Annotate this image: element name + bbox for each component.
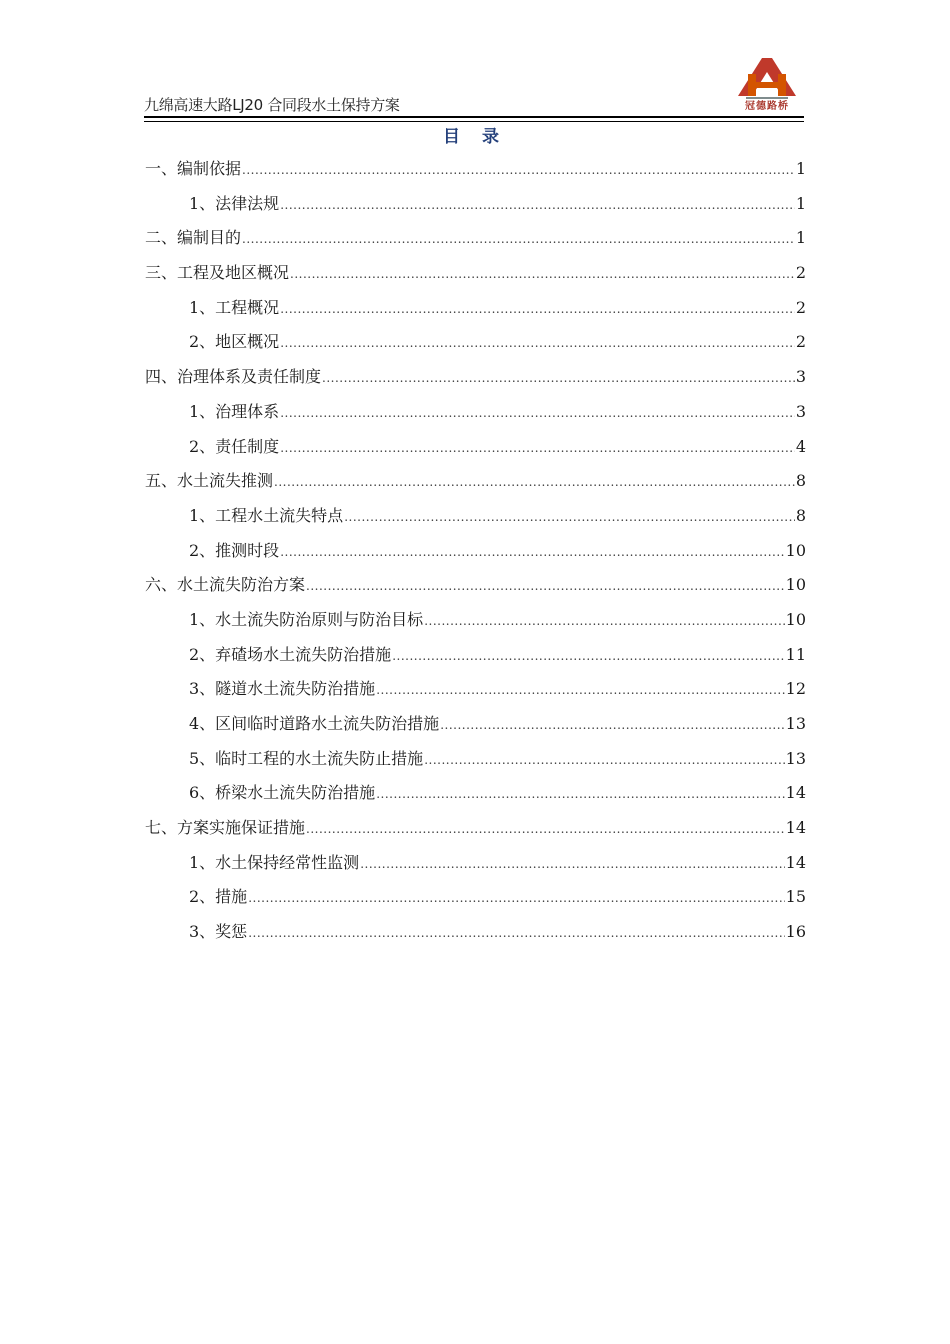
toc-dot-leader (290, 257, 795, 292)
toc-entry-label: 二、编制目的 (145, 228, 242, 248)
toc-entry[interactable] (145, 880, 806, 915)
toc-entry[interactable] (145, 534, 806, 569)
toc-entry-label: 2、弃碴场水土流失防治措施 (189, 644, 392, 664)
toc-entry-page: 14 (785, 783, 806, 803)
toc-dot-leader (248, 881, 784, 916)
toc-dot-leader (306, 569, 785, 604)
toc-entry[interactable] (145, 325, 806, 360)
toc-entry[interactable] (145, 221, 806, 256)
toc-entry-page: 16 (785, 922, 806, 942)
toc-entry-page: 14 (785, 818, 806, 838)
toc-dot-leader (344, 500, 795, 535)
toc-dot-leader (392, 639, 784, 674)
toc-entry[interactable] (145, 291, 806, 326)
toc-dot-leader (424, 743, 784, 778)
toc-entry[interactable] (145, 430, 806, 465)
toc-entry[interactable] (145, 568, 806, 603)
toc-entry[interactable] (145, 152, 806, 187)
toc-entry-label: 四、治理体系及责任制度 (145, 367, 322, 387)
toc-dot-leader (280, 535, 784, 570)
logo-emblem-icon (732, 52, 802, 100)
toc-dot-leader (280, 188, 795, 223)
toc-entry[interactable] (145, 360, 806, 395)
header-title: 九绵高速大路LJ20 合同段水土保持方案 (144, 96, 400, 114)
toc-entry-label: 2、措施 (189, 887, 248, 907)
toc-title: 目 录 (443, 127, 507, 147)
toc-dot-leader (248, 916, 784, 951)
toc-entry-page: 13 (785, 714, 806, 733)
toc-entry-label: 2、地区概况 (189, 332, 280, 352)
toc-entry-label: 五、水土流失推测 (145, 471, 274, 491)
toc-entry-page: 2 (795, 332, 806, 352)
toc-entry[interactable] (145, 187, 806, 222)
toc-entry-label: 2、推测时段 (189, 540, 280, 560)
logo-text: 冠德路桥 (745, 101, 789, 112)
toc-entry[interactable] (145, 915, 806, 950)
header-rule (144, 116, 804, 118)
toc-entry-page: 11 (785, 644, 806, 664)
toc-entry-page: 2 (795, 297, 806, 317)
toc-entry[interactable] (145, 638, 806, 673)
toc-dot-leader (280, 326, 795, 361)
toc-dot-leader (274, 465, 795, 500)
toc-entry-label: 1、法律法规 (189, 193, 280, 213)
toc-entry-page: 10 (785, 575, 806, 595)
toc-entry-page: 15 (785, 887, 806, 907)
toc-entry[interactable] (145, 395, 806, 430)
toc-entry-page: 3 (795, 367, 806, 387)
toc-entry-label: 六、水土流失防治方案 (145, 575, 306, 595)
toc-entry[interactable] (145, 672, 806, 707)
toc-entry-page: 4 (795, 436, 806, 456)
toc-entry-label: 1、水土流失防治原则与防治目标 (189, 609, 424, 629)
toc-entry-label: 1、工程概况 (189, 297, 280, 317)
toc-dot-leader (242, 153, 795, 188)
toc-entry-page: 1 (795, 228, 806, 248)
toc-dot-leader (280, 431, 795, 466)
toc-entry[interactable] (145, 499, 806, 534)
toc-entry-label: 4、区间临时道路水土流失防治措施 (189, 714, 440, 733)
toc-dot-leader (280, 396, 795, 431)
toc-dot-leader (280, 292, 795, 327)
toc-entry-label: 七、方案实施保证措施 (145, 818, 306, 838)
toc-entry-page: 3 (795, 401, 806, 421)
table-of-contents (145, 152, 806, 950)
toc-entry-label: 3、奖惩 (189, 922, 248, 942)
toc-entry[interactable] (145, 603, 806, 638)
toc-entry-label: 三、工程及地区概况 (145, 263, 290, 283)
toc-entry[interactable] (145, 464, 806, 499)
toc-entry-label: 3、隧道水土流失防治措施 (189, 679, 376, 699)
toc-dot-leader (424, 604, 784, 639)
toc-entry[interactable] (145, 846, 806, 881)
toc-dot-leader (376, 777, 784, 812)
company-logo (732, 52, 802, 114)
toc-entry[interactable] (145, 776, 806, 811)
toc-entry-label: 一、编制依据 (145, 159, 242, 178)
toc-entry-page: 1 (795, 159, 806, 178)
toc-dot-leader (360, 847, 784, 882)
toc-entry-page: 2 (795, 263, 806, 283)
toc-dot-leader (242, 222, 795, 257)
toc-entry[interactable] (145, 742, 806, 777)
toc-dot-leader (440, 708, 784, 743)
toc-entry-page: 12 (785, 679, 806, 699)
toc-entry-label: 1、工程水土流失特点 (189, 505, 344, 525)
toc-entry[interactable] (145, 811, 806, 846)
toc-entry-label: 2、责任制度 (189, 436, 280, 456)
toc-entry-label: 6、桥梁水土流失防治措施 (189, 783, 376, 803)
toc-entry[interactable] (145, 707, 806, 742)
toc-dot-leader (306, 812, 785, 847)
page-header (144, 50, 804, 118)
toc-entry[interactable] (145, 256, 806, 291)
toc-dot-leader (376, 673, 784, 708)
toc-entry-label: 5、临时工程的水土流失防止措施 (189, 748, 424, 768)
toc-entry-page: 13 (785, 748, 806, 768)
toc-entry-page: 8 (795, 471, 806, 491)
toc-dot-leader (322, 361, 795, 396)
toc-entry-label: 1、水土保持经常性监测 (189, 852, 360, 872)
toc-entry-page: 1 (795, 193, 806, 213)
toc-entry-label: 1、治理体系 (189, 401, 280, 421)
toc-entry-page: 8 (795, 505, 806, 525)
toc-entry-page: 10 (785, 540, 806, 560)
toc-entry-page: 14 (785, 852, 806, 872)
toc-entry-page: 10 (785, 609, 806, 629)
